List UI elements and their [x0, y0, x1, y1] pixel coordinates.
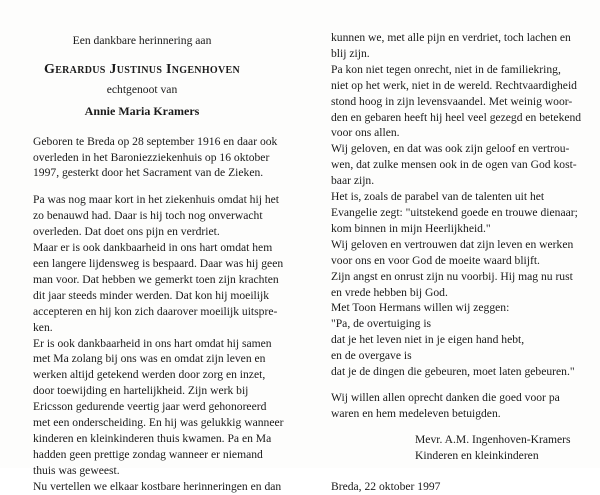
place-date: Breda, 22 oktober 1997	[331, 479, 441, 493]
text-line: kom binnen in mijn Heerlijkheid."	[331, 221, 491, 235]
text-line: overleden in het Baroniezziekenhuis op 16 oktober	[33, 150, 270, 164]
text-line	[33, 181, 291, 192]
text-line: en vrede hebben bij God.	[331, 285, 448, 299]
family-line: Kinderen en kleinkinderen	[415, 448, 539, 462]
text-line: en de overgave is	[331, 349, 412, 363]
text-line: blij zijn.	[331, 46, 370, 60]
text-line: "Pa, de overtuiging is	[331, 317, 432, 331]
left-body-text	[33, 134, 291, 495]
text-line: thuis was geweest.	[33, 463, 120, 477]
deceased-name: Gerardus Justinus Ingenhoven	[44, 61, 240, 77]
closing-line-1: Wij willen allen oprecht danken die goed voor pa	[331, 390, 560, 404]
text-line: Wij geloven en vertrouwen dat zijn leven en werken	[331, 237, 574, 251]
closing-line-2: waren en hem medeleven betuigden.	[331, 406, 501, 420]
text-line: niet op het werk, niet in de wereld. Rechtvaardigheid	[331, 78, 577, 92]
text-line: ken.	[33, 320, 53, 334]
text-line: accepteren en hij kon zich daarover moeilijk uitspre-	[33, 304, 278, 318]
relation-text: echtgenoot van	[106, 82, 178, 96]
right-body-text	[331, 30, 581, 380]
text-line: door toewijding en hartelijkheid. Zijn werk bij	[33, 384, 249, 398]
text-line: Geboren te Breda op 28 september 1916 en daar ook	[33, 134, 278, 148]
text-line: hadden geen prettige zondag wanneer er niemand	[33, 447, 263, 461]
text-line: dat je het leven niet in je eigen hand hebt,	[331, 333, 525, 347]
text-line: baar zijn.	[331, 174, 375, 188]
signer-name: Mevr. A.M. Ingenhoven-Kramers	[415, 432, 571, 446]
text-line: 1997, gesterkt door het Sacrament van de Zieken.	[33, 166, 264, 180]
text-line: Zijn angst en onrust zijn nu voorbij. Hij mag nu rust	[331, 269, 573, 283]
text-line: dit jaar steeds minder werden. Dat kon hij moeilijk	[33, 288, 270, 302]
left-column	[33, 0, 291, 495]
text-line: Het is, zoals de parabel van de talenten uit het	[331, 190, 545, 204]
text-line: Ericsson gedurende veertig jaar werd gehonoreerd	[33, 400, 267, 414]
text-line: werken altijd getekend werden door zorg en inzet,	[33, 368, 266, 382]
text-line: voor ons en voor God de moeite waard blijft.	[331, 253, 540, 267]
text-line: met Ma zolang bij ons was en omdat zijn leven en	[33, 352, 266, 366]
text-line: Maar er is ook dankbaarheid in ons hart omdat hem	[33, 241, 273, 255]
text-line: kinderen en kleinkinderen thuis kwamen. Pa en Ma	[33, 431, 272, 445]
text-line: Evangelie zegt: "uitstekend goede en trouwe dienaar;	[331, 205, 578, 219]
text-line: kunnen we, met alle pijn en verdriet, toch lachen en	[331, 31, 571, 44]
text-line: dat je de dingen die gebeuren, moet laten gebeuren."	[331, 365, 575, 379]
text-line: een langere lijdensweg is bespaard. Daar was hij geen	[33, 256, 284, 270]
text-line: Pa kon niet tegen onrecht, niet in de familiekring,	[331, 62, 561, 76]
text-line: voor ons allen.	[331, 126, 400, 140]
intro-text: Een dankbare herinnering aan	[72, 34, 212, 47]
text-line: zo benauwd had. Daar is hij toch nog onverwacht	[33, 209, 263, 223]
text-line: overleden. Dat doet ons pijn en verdriet.	[33, 225, 220, 239]
spouse-name: Annie Maria Kramers	[84, 103, 200, 118]
text-line: Wij geloven, en dat was ook zijn geloof en vertrou-	[331, 142, 570, 156]
text-line: Pa was nog maar kort in het ziekenhuis omdat hij het	[33, 193, 279, 207]
text-line: man voor. Dat hebben we gemerkt toen zijn krachten	[33, 272, 279, 286]
text-line: den en gebaren heeft hij heel veel gezegd en betekend	[331, 110, 582, 124]
text-line: wen, dat zulke mensen ook in de ogen van God kost-	[331, 158, 577, 172]
text-line: met een onderscheiding. En hij was gelukkig wanneer	[33, 416, 284, 430]
text-line: stond hoog in zijn levensvaandel. Met weinig woor-	[331, 94, 573, 108]
right-column	[331, 0, 581, 494]
text-line: Nu vertellen we elkaar kostbare herinneringen en dan	[33, 479, 282, 493]
text-line: Er is ook dankbaarheid in ons hart omdat hij samen	[33, 336, 272, 350]
text-line: Met Toon Hermans willen wij zeggen:	[331, 301, 510, 315]
